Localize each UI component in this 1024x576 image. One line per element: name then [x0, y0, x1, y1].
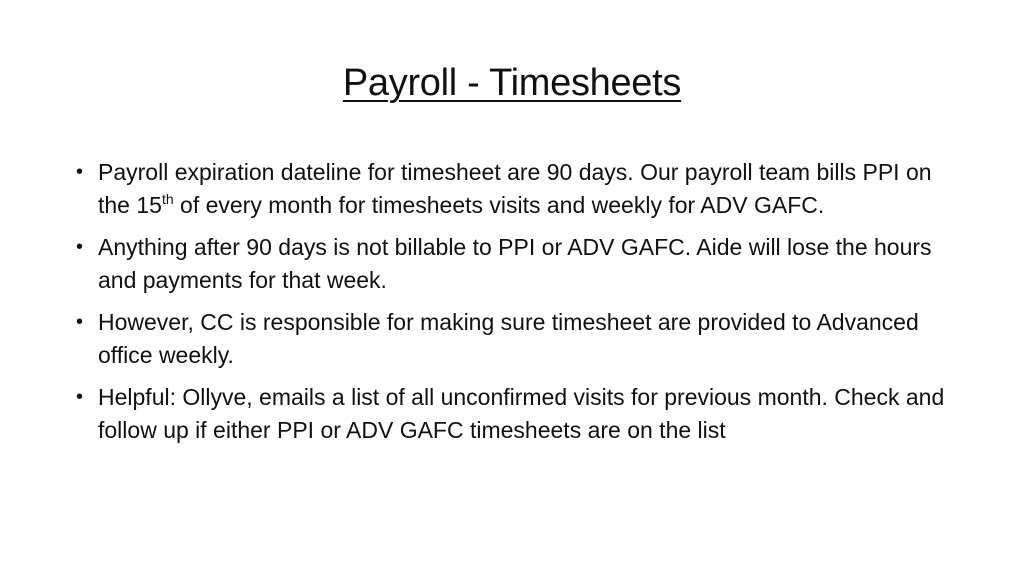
bullet-dot-icon: •	[76, 236, 84, 258]
bullet-dot-icon: •	[76, 386, 84, 408]
bullet-dot-icon: •	[76, 311, 84, 333]
bullet-text: Payroll expiration dateline for timesheet are 90 days. Our payroll team bills PPI on the 15	[98, 159, 932, 218]
bullet-item	[74, 381, 964, 446]
bullet-item	[74, 156, 964, 221]
bullet-list	[74, 156, 964, 456]
slide-title: Payroll - Timesheets	[342, 62, 682, 104]
bullet-item	[74, 306, 964, 371]
bullet-dot-icon: •	[76, 161, 84, 183]
bullet-text: Anything after 90 days is not billable to PPI or ADV GAFC. Aide will lose the hours and payments for that week.	[98, 234, 932, 293]
bullet-item	[74, 231, 964, 296]
bullet-text: However, CC is responsible for making sure timesheet are provided to Advanced office weekly.	[98, 309, 919, 368]
bullet-text: Helpful: Ollyve, emails a list of all unconfirmed visits for previous month. Check and follow up if either PPI or ADV GAFC timesheets are on the list	[98, 384, 945, 443]
ordinal-superscript: th	[161, 190, 174, 207]
bullet-text-continued: of every month for timesheets visits and weekly for ADV GAFC.	[173, 191, 825, 218]
